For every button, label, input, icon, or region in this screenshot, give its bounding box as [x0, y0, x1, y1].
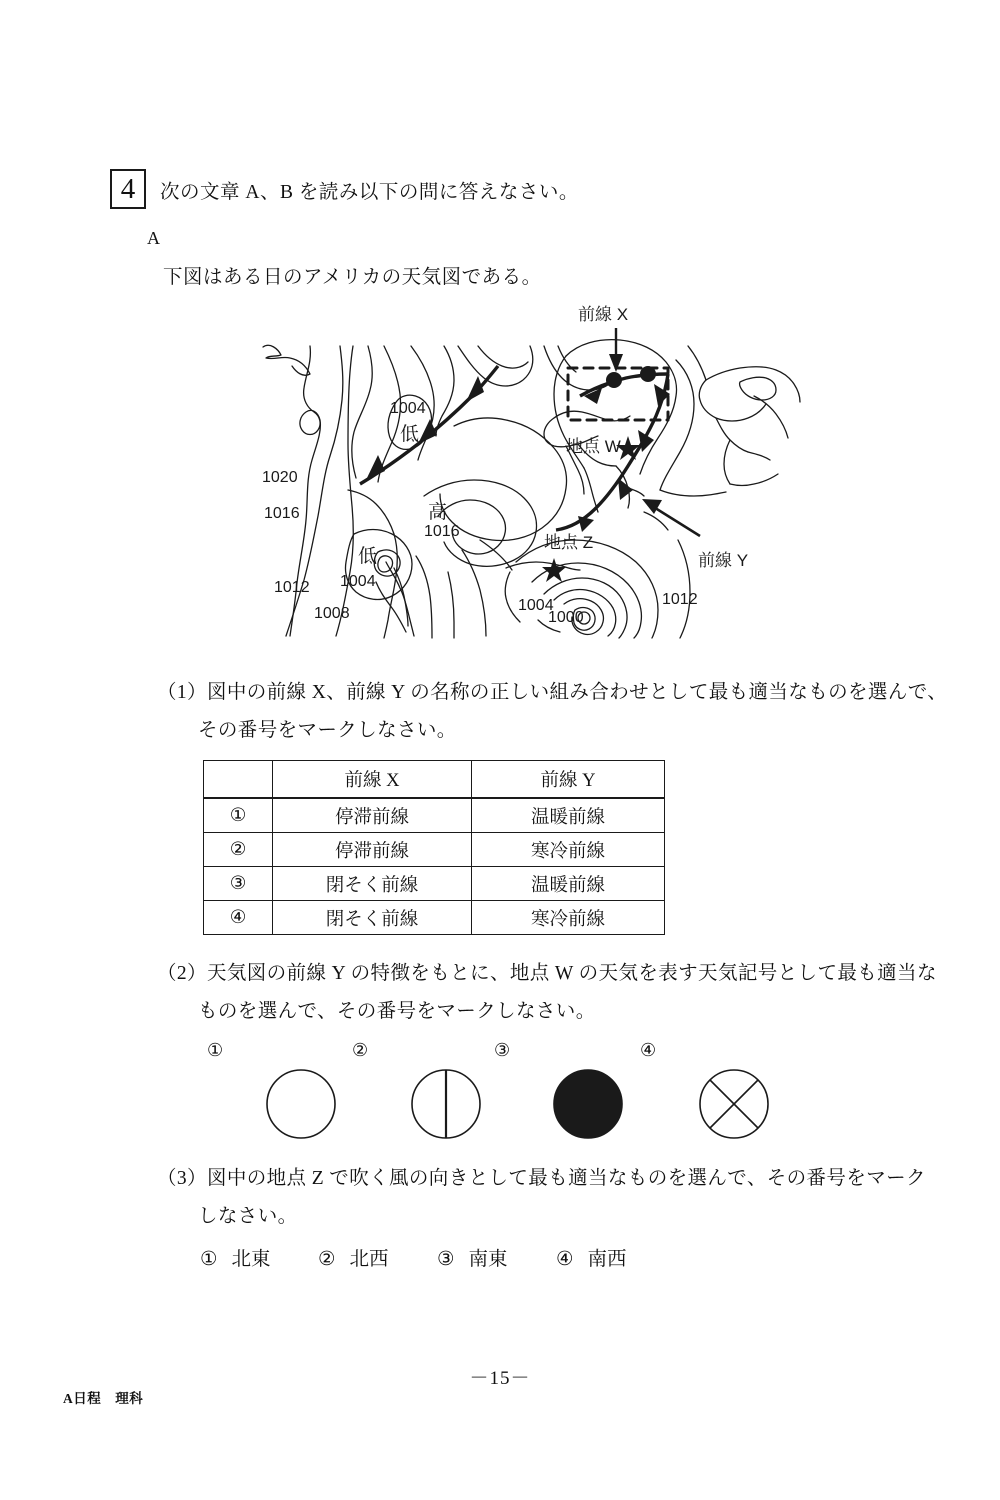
option-front-x: 閉そく前線 — [273, 867, 472, 901]
low-mark-bottom: 低 — [358, 546, 378, 567]
question-number-box — [110, 169, 146, 209]
front-name-answer-table — [203, 760, 665, 935]
option-number: ② — [318, 1249, 336, 1270]
isobar-label-1000: 1000 — [548, 609, 584, 626]
option-number: ④ — [640, 1040, 657, 1060]
weather-symbol-options — [0, 1040, 1000, 1155]
option-number: ③ — [204, 867, 273, 901]
option-front-y: 温暖前線 — [472, 867, 665, 901]
section-letter-a: A — [147, 228, 160, 248]
question-3-text-line2: しなさい。 — [198, 1206, 298, 1227]
option-label: 南東 — [468, 1249, 508, 1270]
table-header-front-y: 前線 Y — [472, 761, 665, 799]
question-1-text-line2: その番号をマークしなさい。 — [198, 720, 457, 741]
direction-option-4[interactable] — [556, 1243, 627, 1271]
weather-map-figure — [248, 300, 818, 640]
table-header-row — [204, 761, 665, 799]
half-line-circle-icon — [410, 1068, 482, 1145]
footer-note: A日程 理科 — [63, 1391, 144, 1406]
direction-option-2[interactable] — [318, 1243, 389, 1271]
isobar-label-1004b: 1004 — [340, 573, 376, 590]
direction-option-3[interactable] — [437, 1243, 508, 1271]
isobar-label-1012b: 1012 — [662, 591, 698, 608]
lead-instruction: 次の文章 A、B を読み以下の問に答えなさい。 — [160, 182, 579, 203]
option-front-y: 温暖前線 — [472, 798, 665, 833]
isobar-label-1016a: 1016 — [264, 505, 300, 522]
isobar-label-1004a: 1004 — [390, 400, 426, 417]
option-number: ② — [204, 833, 273, 867]
table-row[interactable] — [204, 901, 665, 935]
table-row[interactable] — [204, 798, 665, 833]
clear-circle-icon — [265, 1068, 337, 1145]
table-row[interactable] — [204, 833, 665, 867]
point-w-label: 地点 W — [566, 437, 621, 456]
direction-option-1[interactable] — [200, 1243, 271, 1271]
option-front-y: 寒冷前線 — [472, 833, 665, 867]
option-number: ④ — [556, 1249, 574, 1270]
isobar-label-1012: 1012 — [274, 579, 310, 596]
option-number: ① — [200, 1249, 218, 1270]
point-z-label: 地点 Z — [544, 533, 594, 552]
isobar-label-1004c: 1004 — [518, 597, 554, 614]
cross-circle-icon — [698, 1068, 770, 1145]
filled-circle-icon — [552, 1068, 624, 1145]
low-mark-left: 低 — [400, 424, 420, 445]
question-number: 4 — [120, 172, 136, 205]
page-number: －15－ — [469, 1368, 531, 1389]
option-front-x: 停滞前線 — [273, 798, 472, 833]
option-number: ② — [352, 1040, 369, 1060]
option-label: 南西 — [587, 1249, 627, 1270]
intro-sentence: 下図はある日のアメリカの天気図である。 — [163, 267, 542, 288]
high-mark: 高 — [428, 502, 448, 523]
question-2-text-line2: ものを選んで、その番号をマークしなさい。 — [198, 1001, 596, 1022]
option-number: ③ — [437, 1249, 455, 1270]
option-number: ④ — [204, 901, 273, 935]
table-header-front-x: 前線 X — [273, 761, 472, 799]
option-number: ① — [207, 1040, 224, 1060]
isobar-label-1016b: 1016 — [424, 523, 460, 540]
option-number: ③ — [494, 1040, 511, 1060]
option-number: ① — [204, 798, 273, 833]
question-1-text: （1）図中の前線 X、前線 Y の名称の正しい組み合わせとして最も適当なものを選んで、 — [157, 682, 948, 703]
option-front-x: 閉そく前線 — [273, 901, 472, 935]
option-label: 北東 — [231, 1249, 271, 1270]
isobar-label-1020: 1020 — [262, 469, 298, 486]
table-row[interactable] — [204, 867, 665, 901]
option-front-y: 寒冷前線 — [472, 901, 665, 935]
front-y-label: 前線 Y — [698, 551, 749, 570]
question-3-text: （3）図中の地点 Z で吹く風の向きとして最も適当なものを選んで、その番号をマーク — [157, 1168, 926, 1189]
question-2-text: （2）天気図の前線 Y の特徴をもとに、地点 W の天気を表す天気記号として最も適当な — [157, 963, 937, 984]
table-header-blank — [204, 761, 273, 799]
option-label: 北西 — [349, 1249, 389, 1270]
option-front-x: 停滞前線 — [273, 833, 472, 867]
front-x-label: 前線 X — [578, 305, 629, 324]
isobar-label-1008: 1008 — [314, 605, 350, 622]
